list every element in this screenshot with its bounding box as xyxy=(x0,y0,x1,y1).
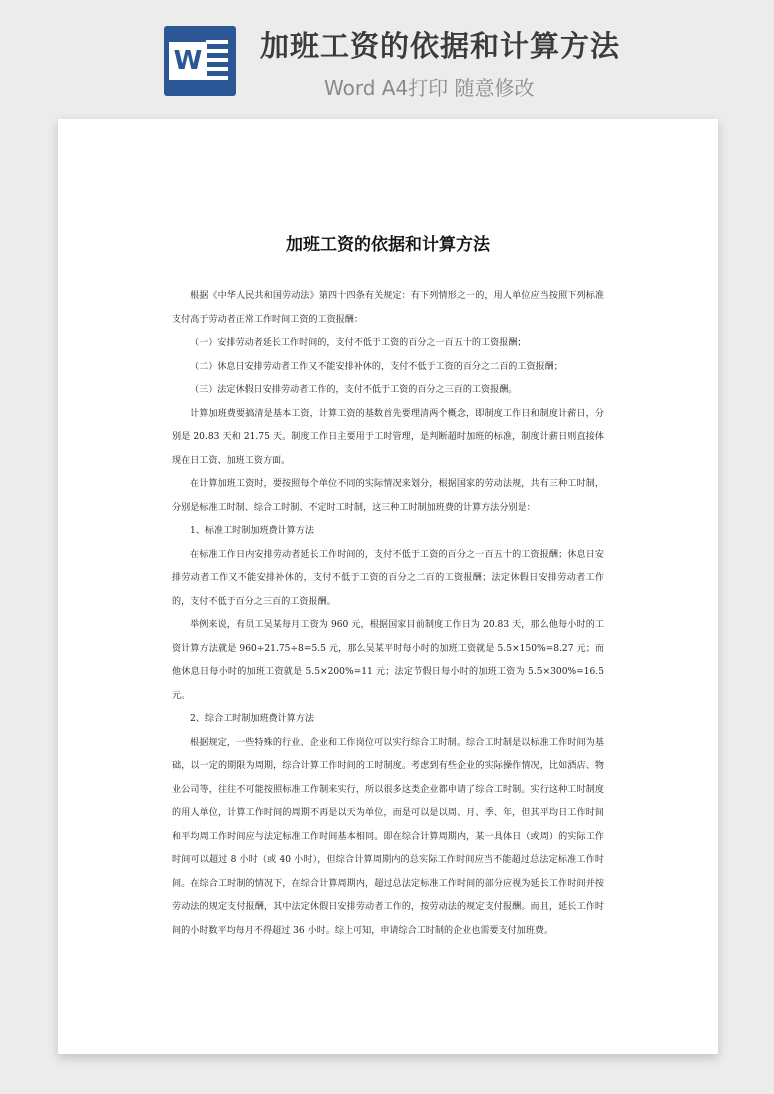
word-logo-letter: W xyxy=(173,46,203,76)
page-header xyxy=(0,0,774,118)
paragraph: 计算加班费要搞清是基本工资，计算工资的基数首先要理清两个概念，即制度工作日和制度计薪日，分别是 20.83 天和 21.75 天。制度工作日主要用于工时管理，是判断超时加班的标准，制度计薪日则直接体现在日工资、加班工资方面。 xyxy=(172,408,604,466)
paragraph: 在标准工作日内安排劳动者延长工作时间的，支付不低于工资的百分之一百五十的工资报酬；休息日安排劳动者工作又不能安排补休的，支付不低于工资的百分之二百的工资报酬；法定休假日安排劳动者工作的，支付不低于百分之三百的工资报酬。 xyxy=(172,549,604,607)
paragraph: 根据规定，一些特殊的行业、企业和工作岗位可以实行综合工时制。综合工时制是以标准工作时间为基础，以一定的期限为周期，综合计算工作时间的工时制度。考虑到有些企业的实际操作情况，比如酒店、物业公司等，往往不可能按照标准工作制来实行，所以很多这类企业都申请了综合工时制。实行这种工时制度的用人单位，计算工作时间的周期不再是以天为单位，而是可以是以周、月、季、年，但其平均日工作时间和平均周工作时间应与法定标准工作时间基本相同。即在综合计算周期内，某一具体日（或周）的实际工作时间可以超过 8 小时（或 40 小时），但综合计算周期内的总实际工作时间应当不能超过总法定标准工作时间。在综合工时制的情况下，在综合计算周期内，超过总法定标准工作时间的部分应视为延长工作时间并按劳动法的规定支付报酬，其中法定休假日安排劳动者工作的，按劳动法的规定支付报酬。而且，延长工作时间的小时数平均每月不得超过 36 小时。综上可知，申请综合工时制的企业也需要支付加班费。 xyxy=(172,737,604,936)
list-item: （二）休息日安排劳动者工作又不能安排补休的，支付不低于工资的百分之二百的工资报酬； xyxy=(190,361,563,372)
document-lines-icon xyxy=(206,40,228,82)
paragraph: 在计算加班工资时，要按照每个单位不同的实际情况来划分，根据国家的劳动法规，共有三种工时制，分别是标准工时制、综合工时制、不定时工时制，这三种工时制加班费的计算方法分别是： xyxy=(172,479,604,513)
list-item: （三）法定休假日安排劳动者工作的，支付不低于工资的百分之三百的工资报酬。 xyxy=(190,385,518,395)
document-body xyxy=(172,285,604,943)
section-heading: 1、标准工时制加班费计算方法 xyxy=(190,526,315,536)
paragraph: 举例来说，有员工吴某每月工资为 960 元，根据国家目前制度工作日为 20.83 天，那么他每小时的工资计算方法就是 960÷21.75÷8=5.5 元，那么吴某平时每小时的加班工资就是 5.5×150%=8.27 元；而他休息日每小时的加班工资就是 5.5×200%=11 元；法定节假日每小时的加班工资为 5.5×300%=16.5 元。 xyxy=(172,620,604,701)
section-heading: 2、综合工时制加班费计算方法 xyxy=(190,714,315,724)
list-item: （一）安排劳动者延长工作时间的，支付不低于工资的百分之一百五十的工资报酬； xyxy=(190,338,527,348)
page-title: 加班工资的依据和计算方法 xyxy=(260,29,621,63)
document-title: 加班工资的依据和计算方法 xyxy=(286,235,490,255)
page-subtitle: Word A4打印 随意修改 xyxy=(324,76,535,100)
document-page xyxy=(58,119,718,1054)
word-document-icon xyxy=(164,26,236,96)
word-letter-box xyxy=(169,42,207,80)
paragraph: 根据《中华人民共和国劳动法》第四十四条有关规定：有下列情形之一的，用人单位应当按照下列标准支付高于劳动者正常工作时间工资的工资报酬： xyxy=(172,291,604,325)
